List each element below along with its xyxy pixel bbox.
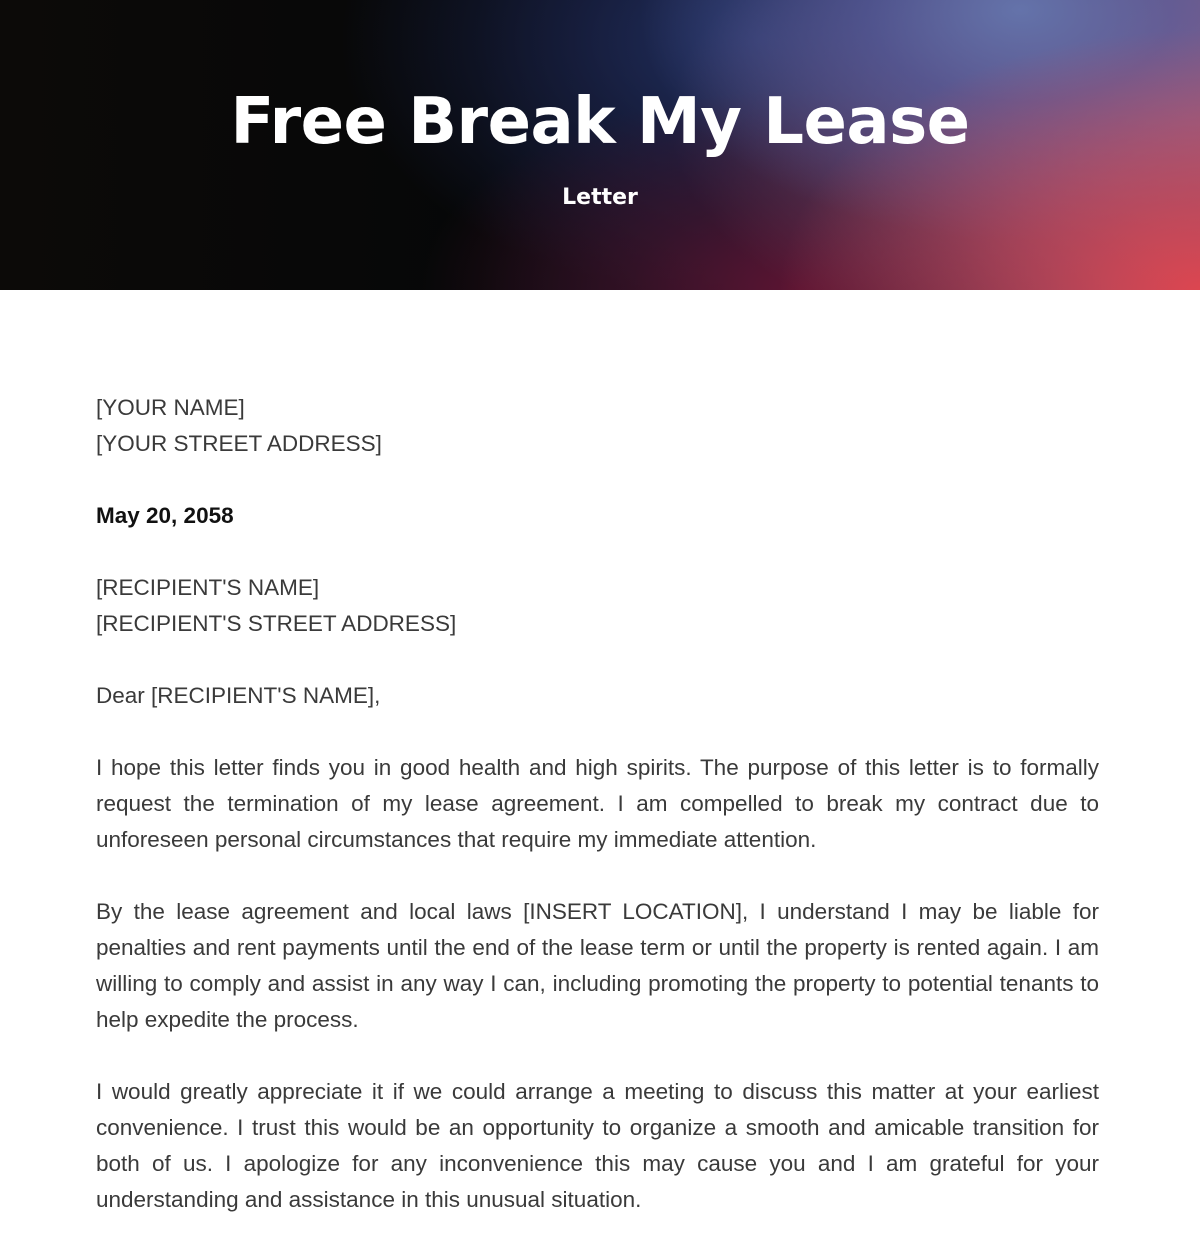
- page-subtitle: Letter: [562, 185, 638, 210]
- recipient-address: [RECIPIENT'S STREET ADDRESS]: [96, 611, 457, 636]
- paragraph-intro: I hope this letter finds you in good health and high spirits. The purpose of this letter is to formally request the termination of my lease agreement. I am compelled to break my contract due to unforeseen personal circumstances that require my immediate attention.: [96, 755, 1099, 852]
- recipient-name: [RECIPIENT'S NAME]: [96, 575, 320, 600]
- spacer: [96, 462, 1099, 498]
- letter-date: May 20, 2058: [96, 503, 234, 528]
- sender-address: [YOUR STREET ADDRESS]: [96, 431, 382, 456]
- salutation: Dear [RECIPIENT'S NAME],: [96, 683, 381, 708]
- sender-name: [YOUR NAME]: [96, 395, 245, 420]
- spacer: [96, 714, 1099, 750]
- spacer: [96, 642, 1099, 678]
- page-title: Free Break My Lease: [230, 85, 970, 159]
- paragraph-meeting-request: I would greatly appreciate it if we could arrange a meeting to discuss this matter at your earliest convenience. I trust this would be an opportunity to organize a smooth and amicable transition for both of us. I apologize for any inconvenience this may cause you and I am grateful for your understanding and assistance in this unusual situation.: [96, 1079, 1099, 1212]
- letter-body: [96, 390, 1099, 1254]
- spacer: [96, 534, 1099, 570]
- header-banner: [0, 0, 1200, 290]
- paragraph-obligations: By the lease agreement and local laws [INSERT LOCATION], I understand I may be liable for penalties and rent payments until the end of the lease term or until the property is rented again. I am willing to comply and assist in any way I can, including promoting the property to potential tenants to help expedite the process.: [96, 899, 1099, 1032]
